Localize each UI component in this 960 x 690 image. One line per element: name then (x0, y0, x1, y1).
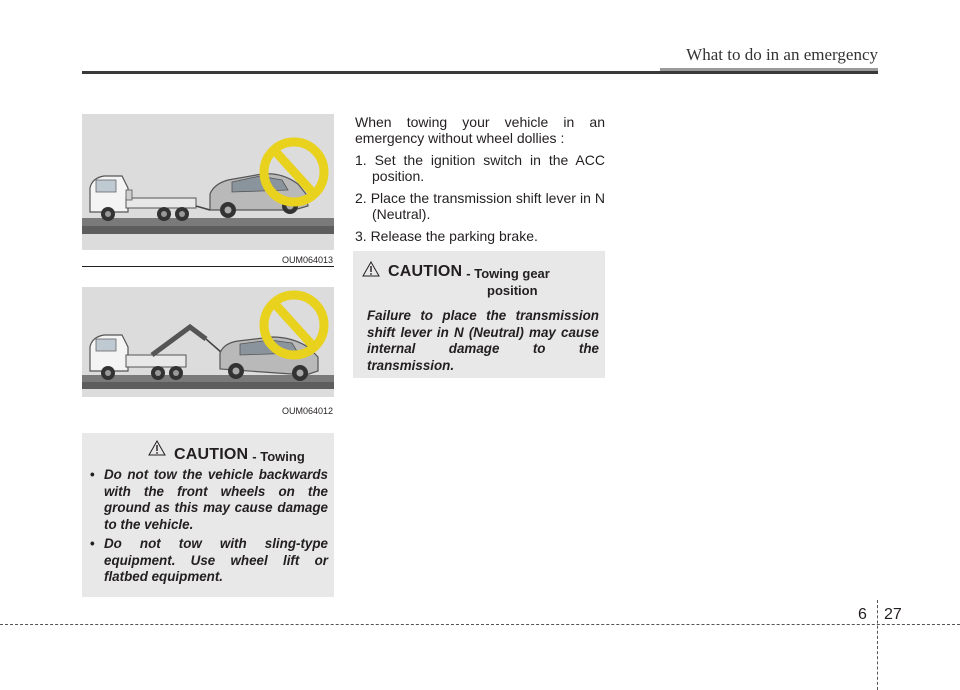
caution-bullet: • Do not tow the vehicle backwards with the front wheels on the ground as this may cause damage to the vehicle. (90, 467, 328, 533)
sling-tow-illustration (82, 287, 334, 397)
footer-divider (877, 600, 878, 690)
figure-flatbed-towing (82, 114, 334, 250)
caution-bullet-list (90, 467, 328, 589)
caution-subtitle: - Towing gear (466, 266, 550, 281)
caution-label: CAUTION (174, 446, 249, 463)
figure-code: OUM064013 (281, 255, 333, 265)
section-title: What to do in an emergency (686, 45, 878, 64)
towing-instructions (355, 114, 605, 250)
footer-rule (0, 624, 960, 625)
figure-divider (82, 266, 334, 267)
step-item: 2. Place the transmission shift lever in N (Neutral). (355, 190, 605, 222)
flatbed-tow-illustration (82, 114, 334, 250)
caution-heading (388, 263, 550, 281)
header-rule (82, 71, 878, 74)
caution-heading (174, 446, 305, 464)
caution-box-towing (82, 433, 334, 597)
chapter-number: 6 (858, 606, 867, 623)
caution-box-gear-position (353, 251, 605, 378)
page-number: 27 (884, 606, 902, 623)
figure-code: OUM064012 (281, 406, 333, 416)
caution-label: CAUTION (388, 263, 463, 280)
warning-triangle-icon (148, 440, 166, 456)
step-item: 3. Release the parking brake. (355, 228, 538, 244)
step-list (355, 152, 605, 244)
caution-subtitle-cont: position (487, 283, 538, 298)
caution-subtitle: - Towing (252, 449, 305, 464)
step-item: 1. Set the ignition switch in the ACC position. (355, 152, 605, 184)
caution-text: Failure to place the transmission shift lever in N (Neutral) may cause internal damage to the transmission. (367, 308, 599, 373)
caution-bullet: • Do not tow with sling-type equipment. Use wheel lift or flatbed equipment. (90, 536, 328, 586)
intro-paragraph: When towing your vehicle in an emergency without wheel dollies : (355, 114, 605, 146)
warning-triangle-icon (362, 261, 380, 277)
figure-sling-towing (82, 287, 334, 397)
